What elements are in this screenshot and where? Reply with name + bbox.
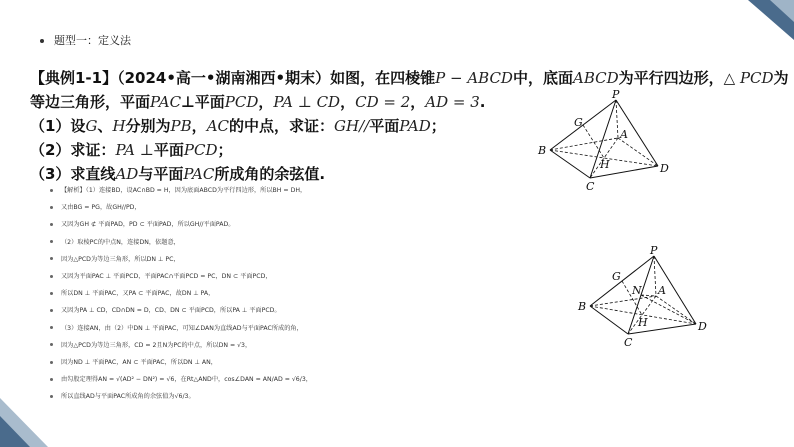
math-expr: PCD bbox=[224, 93, 259, 111]
solution-line bbox=[50, 234, 570, 251]
edge-BC bbox=[550, 150, 590, 178]
solution-bullet bbox=[50, 395, 53, 398]
label-A: A bbox=[658, 284, 666, 297]
header-title: 题型一：定义法 bbox=[54, 34, 131, 47]
math-expr: P − ABCD bbox=[435, 69, 513, 87]
math-expr: PAC bbox=[183, 165, 215, 183]
solution-line-text: 又因为GH ⊄ 平面PAD，PD ⊂ 平面PAD，所以GH//平面PAD。 bbox=[61, 221, 235, 229]
label-C: C bbox=[586, 180, 595, 193]
solution-bullet bbox=[50, 343, 53, 346]
corner-bottom-left-light bbox=[0, 398, 48, 447]
edge-AD bbox=[618, 138, 658, 166]
math-expr: △ PCD bbox=[723, 69, 774, 87]
math-expr: GH// bbox=[334, 117, 370, 135]
problem-text: ， bbox=[340, 93, 356, 111]
solution-bullet bbox=[50, 240, 53, 243]
label-C: C bbox=[624, 336, 633, 349]
problem-text: （1）设 bbox=[30, 117, 86, 135]
solution-bullet bbox=[50, 326, 53, 329]
problem-text: ， bbox=[191, 117, 207, 135]
edge-PA bbox=[616, 100, 618, 138]
corner-top-right-light bbox=[770, 0, 794, 22]
solution-line bbox=[50, 251, 570, 268]
problem-text: （3）求直线 bbox=[30, 165, 116, 183]
solution-line-text: 由勾股定理得AN = √(AD² − DN²) = √6，在Rt△AND中，cos∠DAN = AN/AD = √6/3， bbox=[61, 376, 312, 384]
label-H: H bbox=[638, 316, 648, 329]
solution-text bbox=[50, 182, 570, 406]
problem-text: 平面 bbox=[369, 117, 400, 135]
math-expr: AD = 3 bbox=[425, 93, 480, 111]
label-G: G bbox=[574, 116, 583, 129]
math-expr: PB bbox=[170, 117, 192, 135]
solution-line-text: 又因为平面PAC ⊥ 平面PCD，平面PAC∩平面PCD = PC，DN ⊂ 平面PCD， bbox=[61, 273, 272, 281]
math-expr: PAD bbox=[399, 117, 431, 135]
label-D: D bbox=[660, 162, 669, 175]
math-expr: G bbox=[85, 117, 98, 135]
solution-line-text: 因为ND ⊥ 平面PAC，AN ⊂ 平面PAC，所以DN ⊥ AN， bbox=[61, 359, 217, 367]
label-B: B bbox=[538, 144, 547, 157]
solution-line-text: （2）取棱PC的中点N，连接DN，依题意， bbox=[61, 238, 180, 246]
problem-text: 为 bbox=[773, 69, 789, 87]
solution-bullet bbox=[50, 378, 53, 381]
solution-bullet bbox=[50, 292, 53, 295]
corner-bottom-left-dark bbox=[0, 416, 30, 447]
label-D: D bbox=[698, 320, 707, 333]
edge-BC bbox=[590, 306, 628, 334]
solution-line bbox=[50, 199, 570, 216]
problem-text: 等边三角形，平面 bbox=[30, 93, 151, 111]
solution-line bbox=[50, 268, 570, 285]
corner-top-right-dark bbox=[748, 0, 794, 40]
label-P: P bbox=[612, 88, 620, 101]
solution-line-text: （3）连接AN，由（2）中DN ⊥ 平面PAC，可知∠DAN为直线AD与平面PAC所成的角， bbox=[61, 324, 303, 332]
solution-line bbox=[50, 354, 570, 371]
label-B: B bbox=[578, 300, 587, 313]
solution-line-text: 又因为PA ⊥ CD，CD∩DN = D，CD、DN ⊂ 平面PCD，所以PA ⊥ 平面PCD。 bbox=[61, 307, 281, 315]
solution-bullet bbox=[50, 275, 53, 278]
segment-GH bbox=[583, 125, 604, 158]
solution-line bbox=[50, 285, 570, 302]
problem-text: 的中点，求证： bbox=[229, 117, 335, 135]
pyramid-figure-1 bbox=[530, 86, 710, 196]
solution-line-text: 因为△PCD为等边三角形，CD = 2且N为PC的中点，所以DN = √3， bbox=[61, 341, 252, 349]
problem-text: （2）求证： bbox=[30, 141, 116, 159]
problem-text: 所成角的余弦值. bbox=[214, 165, 326, 183]
header-bullet bbox=[40, 39, 44, 43]
problem-text: 为平行四边形， bbox=[618, 69, 724, 87]
solution-line bbox=[50, 337, 570, 354]
solution-bullet bbox=[50, 257, 53, 260]
math-expr: PA ⊥ CD bbox=[273, 93, 341, 111]
solution-bullet bbox=[50, 189, 53, 192]
math-expr: PA ⊥ bbox=[115, 141, 154, 159]
edge-AD bbox=[656, 296, 696, 324]
problem-text: ， bbox=[258, 93, 274, 111]
solution-line bbox=[50, 371, 570, 388]
math-expr: AD bbox=[115, 165, 139, 183]
problem-text: 分别为 bbox=[125, 117, 171, 135]
problem-text: 【典例1-1】（2024•高一•湖南湘西•期末）如图，在四棱锥 bbox=[30, 69, 436, 87]
problem-text: 平面 bbox=[153, 141, 184, 159]
segment-ND bbox=[641, 295, 696, 324]
problem-text: ； bbox=[217, 141, 233, 159]
problem-text: . bbox=[479, 93, 486, 111]
solution-line-text: 又由BG = PG，故GH//PD， bbox=[61, 204, 141, 212]
problem-text: ， bbox=[410, 93, 426, 111]
pyramid-figure-2 bbox=[570, 242, 730, 352]
label-H: H bbox=[600, 158, 610, 171]
solution-bullet bbox=[50, 223, 53, 226]
solution-line bbox=[50, 182, 570, 199]
section-header bbox=[40, 32, 131, 48]
math-expr: ABCD bbox=[572, 69, 619, 87]
solution-bullet bbox=[50, 206, 53, 209]
solution-line-text: 【解析】（1）连接BD，设AC∩BD = H，因为底面ABCD为平行四边形，所以BH = DH， bbox=[61, 187, 307, 194]
solution-bullet bbox=[50, 309, 53, 312]
edge-BA bbox=[550, 138, 618, 150]
solution-line-text: 因为△PCD为等边三角形，所以DN ⊥ PC， bbox=[61, 255, 180, 263]
math-expr: PCD bbox=[183, 141, 218, 159]
solution-line bbox=[50, 216, 570, 233]
problem-text: ； bbox=[430, 117, 446, 135]
edge-PA bbox=[654, 256, 656, 296]
solution-line bbox=[50, 388, 570, 405]
solution-line-text: 所以直线AD与平面PAC所成角的余弦值为√6/3。 bbox=[61, 393, 195, 401]
math-expr: CD = 2 bbox=[355, 93, 411, 111]
math-expr: AC bbox=[206, 117, 229, 135]
solution-line bbox=[50, 302, 570, 319]
label-G: G bbox=[612, 270, 621, 283]
problem-text: 与平面 bbox=[138, 165, 184, 183]
math-expr: PAC bbox=[150, 93, 182, 111]
problem-text: 中，底面 bbox=[512, 69, 573, 87]
label-P: P bbox=[650, 244, 658, 257]
solution-line bbox=[50, 320, 570, 337]
solution-line-text: 所以DN ⊥ 平面PAC，又PA ⊂ 平面PAC，故DN ⊥ PA， bbox=[61, 290, 215, 298]
problem-text: 、 bbox=[97, 117, 113, 135]
problem-text: ⊥平面 bbox=[181, 93, 225, 111]
solution-bullet bbox=[50, 361, 53, 364]
math-expr: H bbox=[112, 117, 126, 135]
label-N: N bbox=[632, 284, 642, 297]
label-A: A bbox=[620, 128, 628, 141]
